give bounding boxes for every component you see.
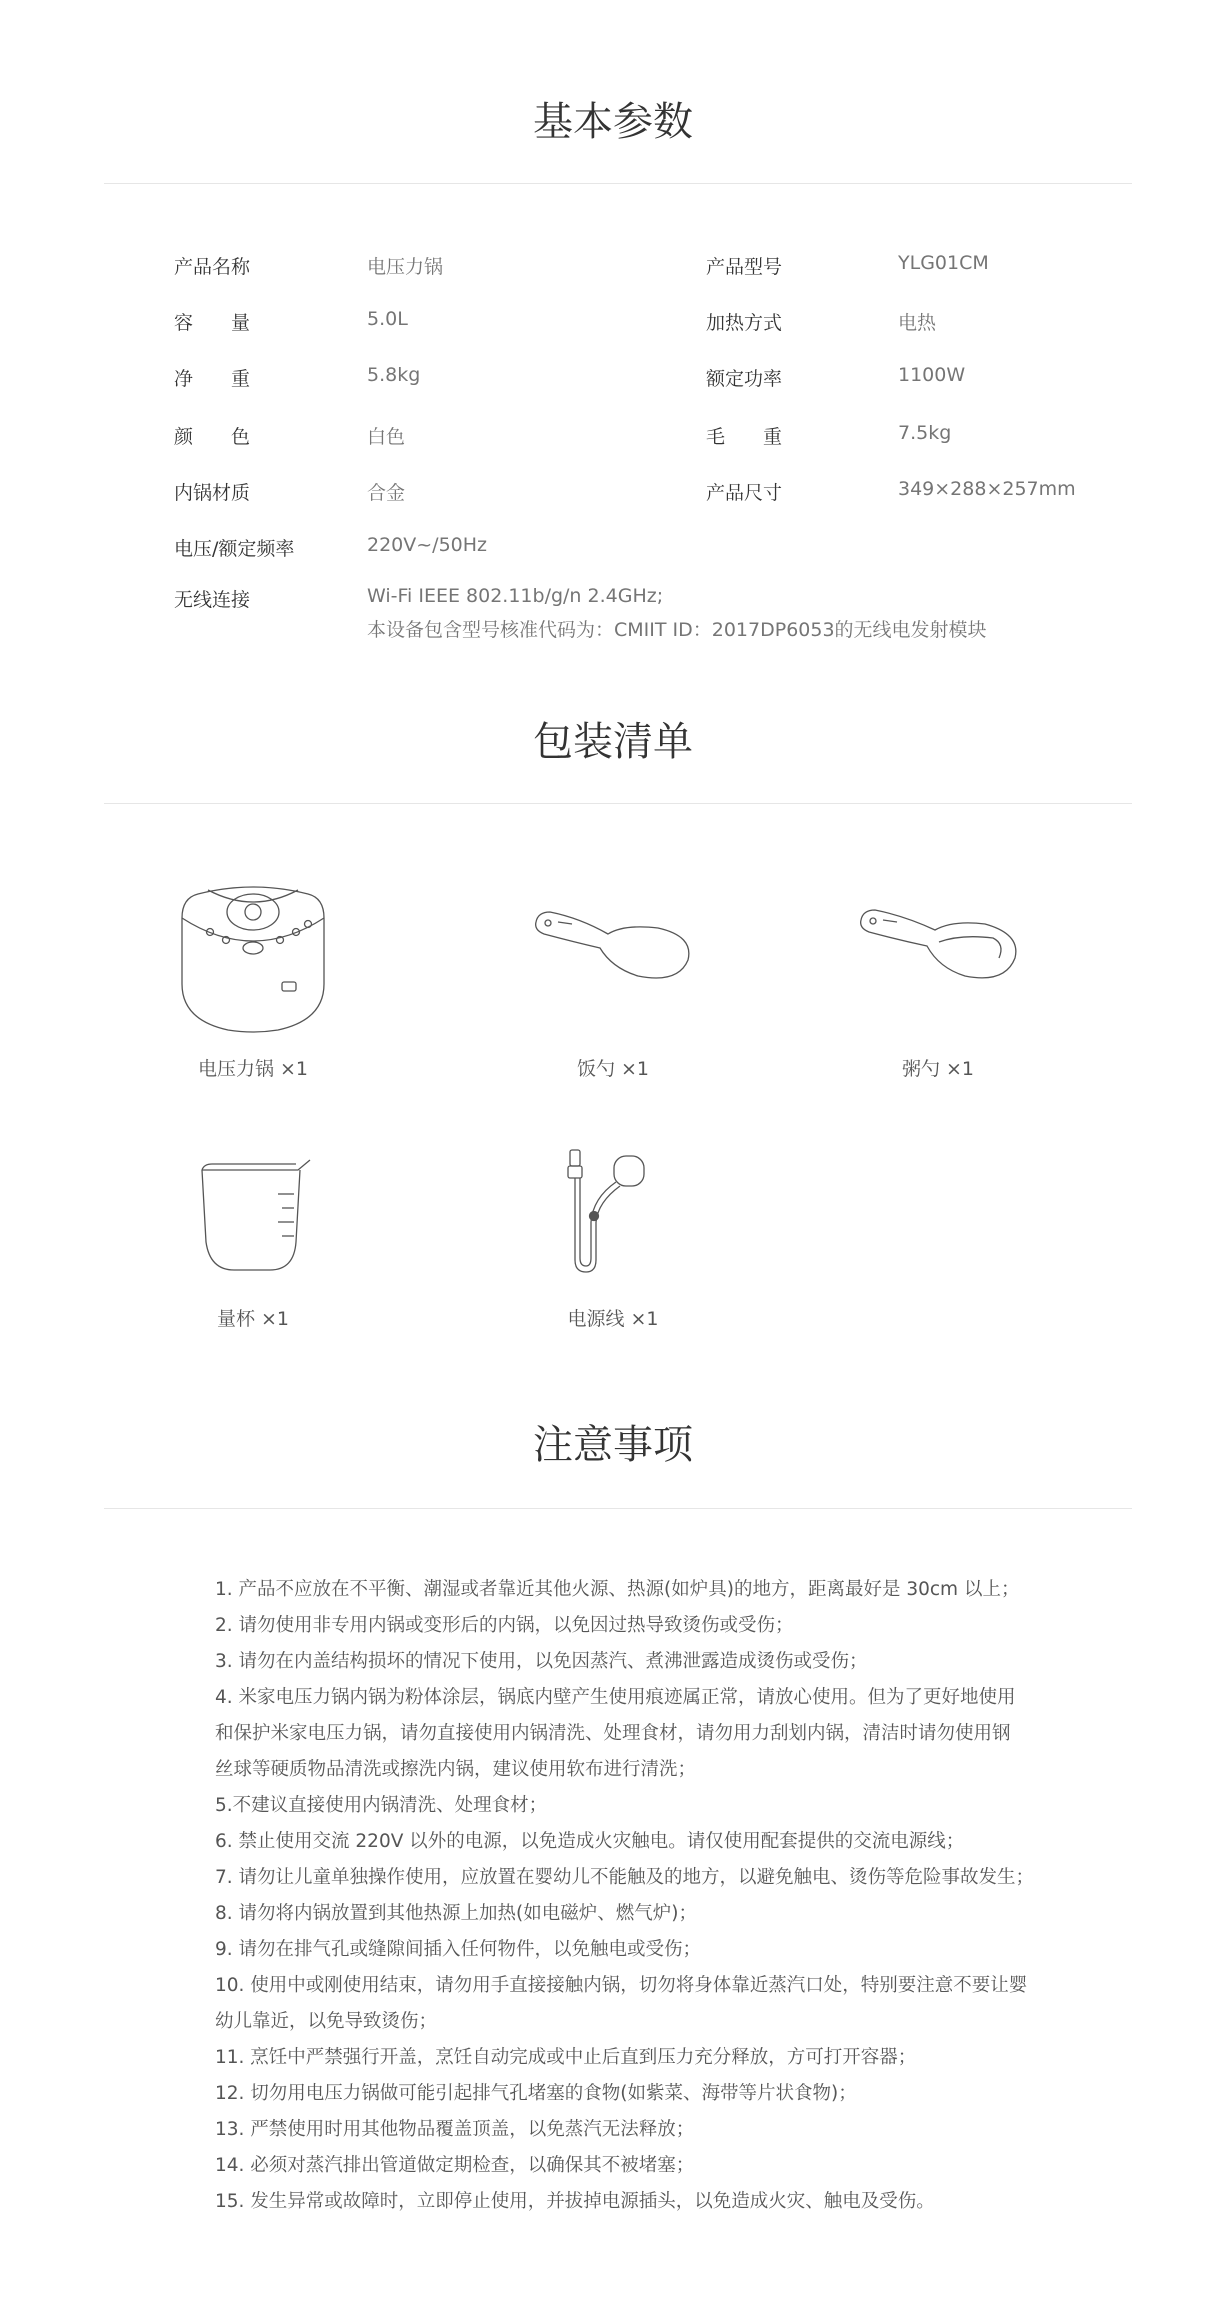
spec-value-gross-weight: 7.5kg <box>898 422 952 444</box>
specs-section-title: 基本参数 <box>533 99 693 145</box>
notes-line: 14. 必须对蒸汽排出管道做定期检查，以确保其不被堵塞； <box>215 2155 695 2176</box>
notes-line: 6. 禁止使用交流 220V 以外的电源，以免造成火灾触电。请仅使用配套提供的交流电源线； <box>215 1831 965 1852</box>
notes-line: 幼儿靠近，以免导致烫伤； <box>215 2011 438 2032</box>
notes-line: 11. 烹饪中严禁强行开盖，烹饪自动完成或中止后直到压力充分释放，方可打开容器； <box>215 2047 917 2068</box>
notes-section-title: 注意事项 <box>533 1422 693 1468</box>
spec-value-capacity: 5.0L <box>367 308 408 330</box>
spec-value-wireless-line2: 本设备包含型号核准代码为：CMIIT ID：2017DP6053的无线电发射模块 <box>367 619 987 641</box>
power-cord-icon <box>528 1142 698 1292</box>
package-item-porridge-spoon <box>788 872 1088 1081</box>
notes-line: 2. 请勿使用非专用内锅或变形后的内锅，以免因过热导致烫伤或受伤； <box>215 1615 794 1636</box>
spec-value-voltage-frequency: 220V~/50Hz <box>367 534 488 556</box>
rice-spoon-icon <box>528 872 698 1042</box>
package-item-label: 量杯 ×1 <box>216 1308 290 1330</box>
spec-label-capacity: 容 量 <box>174 312 251 334</box>
notes-divider <box>104 1508 1132 1509</box>
spec-label-voltage-frequency: 电压/额定频率 <box>174 538 295 560</box>
spec-label-model: 产品型号 <box>706 256 783 278</box>
package-item-power-cord <box>463 1142 763 1331</box>
notes-line: 5.不建议直接使用内锅清洗、处理食材； <box>215 1795 548 1816</box>
package-divider <box>104 803 1132 804</box>
spec-label-net-weight: 净 重 <box>174 368 251 390</box>
pressure-cooker-icon <box>168 872 338 1042</box>
notes-line: 1. 产品不应放在不平衡、潮湿或者靠近其他火源、热源(如炉具)的地方，距离最好是 30cm 以上； <box>215 1579 1020 1600</box>
notes-line: 9. 请勿在排气孔或缝隙间插入任何物件，以免触电或受伤； <box>215 1939 702 1960</box>
notes-line: 7. 请勿让儿童单独操作使用，应放置在婴幼儿不能触及的地方，以避免触电、烫伤等危险事故发生； <box>215 1867 1035 1888</box>
notes-line: 和保护米家电压力锅，请勿直接使用内锅清洗、处理食材，请勿用力刮划内锅，清洁时请勿使用钢 <box>215 1723 1011 1744</box>
spec-label-gross-weight: 毛 重 <box>706 426 783 448</box>
notes-line: 丝球等硬质物品清洗或擦洗内锅，建议使用软布进行清洗； <box>215 1759 697 1780</box>
spec-value-inner-pot-material: 合金 <box>367 482 406 504</box>
notes-list <box>215 1572 1035 2220</box>
package-item-measuring-cup <box>103 1142 403 1331</box>
notes-line: 13. 严禁使用时用其他物品覆盖顶盖，以免蒸汽无法释放； <box>215 2119 695 2140</box>
notes-line: 12. 切勿用电压力锅做可能引起排气孔堵塞的食物(如紫菜、海带等片状食物)； <box>215 2083 857 2104</box>
spec-label-dimensions: 产品尺寸 <box>706 482 783 504</box>
package-item-label: 饭勺 ×1 <box>576 1058 650 1080</box>
spec-value-wireless-line1: Wi-Fi IEEE 802.11b/g/n 2.4GHz; <box>367 585 664 607</box>
notes-line: 15. 发生异常或故障时，立即停止使用，并拔掉电源插头，以免造成火灾、触电及受伤。 <box>215 2191 935 2212</box>
notes-line: 10. 使用中或刚使用结束，请勿用手直接接触内锅，切勿将身体靠近蒸汽口处，特别要注意不要让婴 <box>215 1975 1028 1996</box>
notes-line: 4. 米家电压力锅内锅为粉体涂层，锅底内壁产生使用痕迹属正常，请放心使用。但为了更好地使用 <box>215 1687 1016 1708</box>
spec-value-dimensions: 349×288×257mm <box>898 478 1076 500</box>
spec-label-product-name: 产品名称 <box>174 256 251 278</box>
porridge-spoon-icon <box>853 872 1023 1042</box>
spec-value-product-name: 电压力锅 <box>367 256 444 278</box>
package-item-pressure-cooker <box>103 872 403 1081</box>
package-item-label: 粥勺 ×1 <box>901 1058 975 1080</box>
specs-divider <box>104 183 1132 184</box>
package-section-title: 包装清单 <box>533 719 693 765</box>
spec-label-inner-pot-material: 内锅材质 <box>174 482 251 504</box>
spec-value-net-weight: 5.8kg <box>367 364 421 386</box>
spec-label-rated-power: 额定功率 <box>706 368 783 390</box>
package-item-label: 电压力锅 ×1 <box>197 1058 309 1080</box>
spec-label-heating-method: 加热方式 <box>706 312 783 334</box>
package-item-label: 电源线 ×1 <box>567 1308 659 1330</box>
measuring-cup-icon <box>168 1142 338 1292</box>
spec-value-model: YLG01CM <box>898 252 989 274</box>
notes-line: 3. 请勿在内盖结构损坏的情况下使用，以免因蒸汽、煮沸泄露造成烫伤或受伤； <box>215 1651 868 1672</box>
spec-label-color: 颜 色 <box>174 426 251 448</box>
package-item-rice-spoon <box>463 872 763 1081</box>
notes-line: 8. 请勿将内锅放置到其他热源上加热(如电磁炉、燃气炉)； <box>215 1903 697 1924</box>
spec-label-wireless: 无线连接 <box>174 589 251 611</box>
spec-value-rated-power: 1100W <box>898 364 966 386</box>
spec-value-heating-method: 电热 <box>898 312 937 334</box>
spec-value-color: 白色 <box>367 426 406 448</box>
